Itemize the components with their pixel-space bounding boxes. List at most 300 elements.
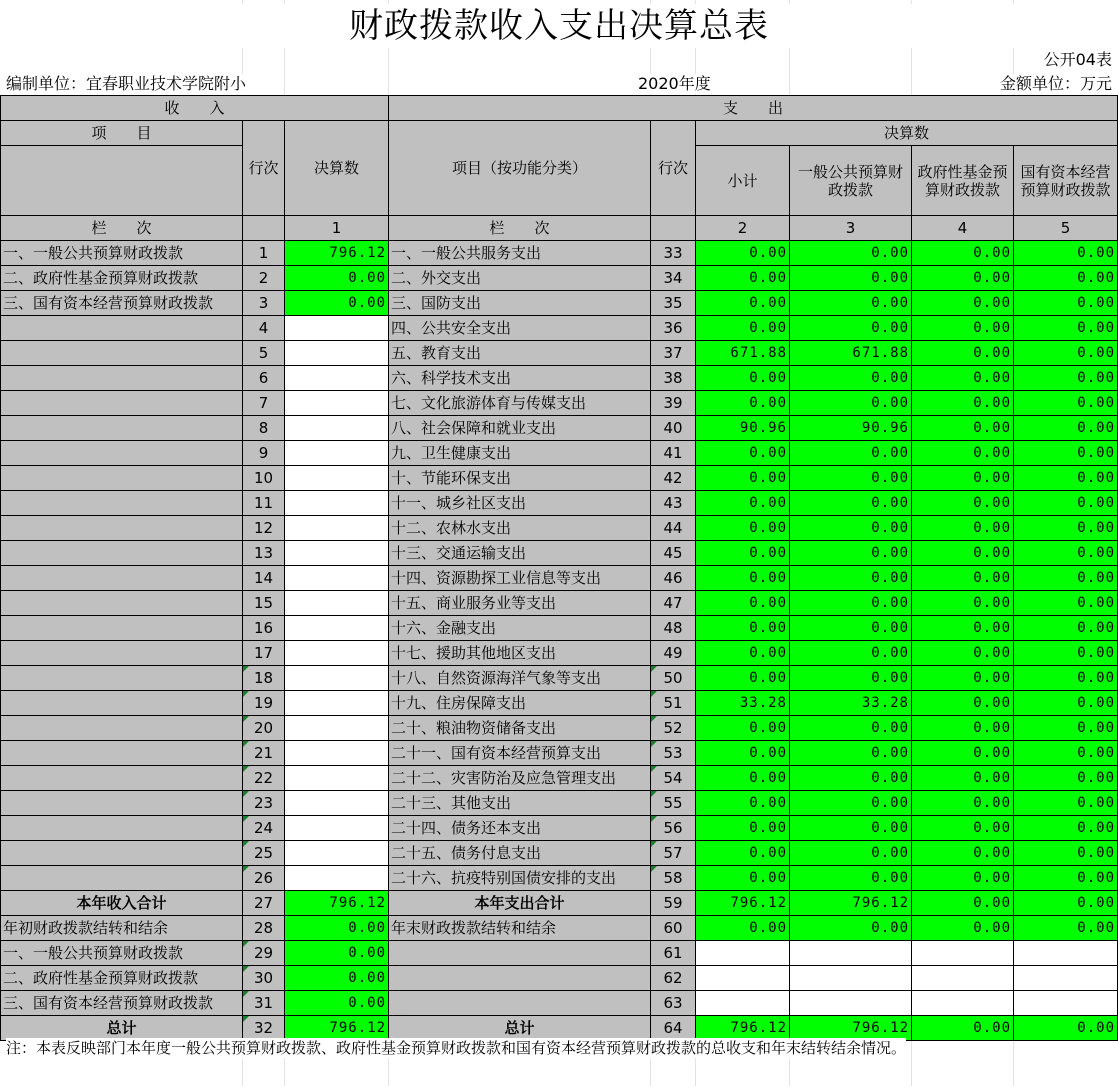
blank-cell[interactable] [1014,941,1118,966]
row-number: 14 [243,566,285,591]
table-row [1,541,1118,566]
expense-subtotal[interactable]: 0.00 [696,366,790,391]
expense-subtotal[interactable]: 0.00 [696,291,790,316]
income-item-label [1,416,243,441]
expense-item-label: 三、国防支出 [389,291,651,316]
expense-gov-fund[interactable]: 0.00 [912,791,1014,816]
expense-subtotal[interactable]: 0.00 [696,866,790,891]
subtotal-header: 小计 [696,146,790,216]
expense-general-budget[interactable]: 0.00 [790,791,912,816]
table-row [1,791,1118,816]
blank-cell[interactable] [696,991,790,1016]
expense-state-capital[interactable]: 0.00 [1014,791,1118,816]
expense-subtotal[interactable]: 0.00 [696,641,790,666]
row-number: 34 [651,266,696,291]
table-row [1,441,1118,466]
expense-item-label: 十五、商业服务业等支出 [389,591,651,616]
expense-gov-fund[interactable]: 0.00 [912,841,1014,866]
income-item-label [1,741,243,766]
expense-state-capital[interactable]: 0.00 [1014,391,1118,416]
carry-out-subtotal[interactable]: 0.00 [696,916,790,941]
sub-row-value[interactable]: 0.00 [285,991,389,1016]
expense-gov-fund[interactable]: 0.00 [912,466,1014,491]
expense-item-label: 二十四、债务还本支出 [389,816,651,841]
col-no-5: 5 [1014,216,1118,241]
row-number: 48 [651,616,696,641]
expense-item-label: 十八、自然资源海洋气象等支出 [389,666,651,691]
blank-cell[interactable] [696,966,790,991]
amount-unit: 金额单位：万元 [999,74,1112,93]
expense-general-budget[interactable]: 0.00 [790,266,912,291]
sub-row-label: 三、国有资本经营预算财政拨款 [1,991,243,1016]
col-no-2: 2 [696,216,790,241]
row-number: 11 [243,491,285,516]
expense-general-budget[interactable]: 0.00 [790,716,912,741]
expense-general-budget[interactable]: 0.00 [790,566,912,591]
row-number: 63 [651,991,696,1016]
blank-cell[interactable] [696,941,790,966]
table-row [1,391,1118,416]
expense-gov-fund[interactable]: 0.00 [912,416,1014,441]
income-item-label [1,841,243,866]
expense-general-budget[interactable]: 671.88 [790,341,912,366]
income-item-label [1,641,243,666]
grand-total-label: 总计 [1,1016,243,1041]
income-item-label [1,366,243,391]
expense-item-label: 二十、粮油物资储备支出 [389,716,651,741]
expense-gov-fund[interactable]: 0.00 [912,541,1014,566]
table-row [1,841,1118,866]
carry-out-gov-fund[interactable]: 0.00 [912,916,1014,941]
fiscal-year: 2020年度 [638,74,711,93]
carry-in-label: 年初财政拨款结转和结余 [1,916,243,941]
grand-expense-label: 总计 [389,1016,651,1041]
expense-gov-fund[interactable]: 0.00 [912,491,1014,516]
row-number: 41 [651,441,696,466]
income-value[interactable] [285,716,389,741]
expense-total-label: 本年支出合计 [389,891,651,916]
expense-state-capital[interactable]: 0.00 [1014,491,1118,516]
income-value[interactable] [285,766,389,791]
blank-label [389,941,651,966]
expense-subtotal[interactable]: 0.00 [696,566,790,591]
expense-gov-fund[interactable]: 0.00 [912,266,1014,291]
column-label-expense: 栏 次 [389,216,651,241]
income-item-label [1,341,243,366]
income-item-label [1,616,243,641]
expense-state-capital[interactable]: 0.00 [1014,841,1118,866]
row-number: 32 [243,1016,285,1041]
expense-item-label: 二十二、灾害防治及应急管理支出 [389,766,651,791]
expense-item-label: 五、教育支出 [389,341,651,366]
income-value[interactable] [285,491,389,516]
expense-general-budget[interactable]: 0.00 [790,541,912,566]
expense-item-label: 六、科学技术支出 [389,366,651,391]
footnote: 注：本表反映部门本年度一般公共预算财政拨款、政府性基金预算财政拨款和国有资本经营预算财政拨款的总收支和年末结转结余情况。 [6,1039,907,1057]
row-number: 16 [243,616,285,641]
expense-subtotal[interactable]: 0.00 [696,491,790,516]
row-number: 27 [243,891,285,916]
expense-item-label: 十四、资源勘探工业信息等支出 [389,566,651,591]
row-number: 8 [243,416,285,441]
income-item-label [1,441,243,466]
income-item-label [1,666,243,691]
expense-state-capital[interactable]: 0.00 [1014,691,1118,716]
expense-subtotal[interactable]: 0.00 [696,541,790,566]
sub-row-value[interactable]: 0.00 [285,966,389,991]
expense-subtotal[interactable]: 671.88 [696,341,790,366]
expense-general-budget[interactable]: 0.00 [790,766,912,791]
row-number: 4 [243,316,285,341]
table-row [1,691,1118,716]
expense-item-label: 十七、援助其他地区支出 [389,641,651,666]
row-number: 58 [651,866,696,891]
expense-state-capital[interactable]: 0.00 [1014,591,1118,616]
table-row [1,816,1118,841]
expense-general-budget[interactable]: 0.00 [790,391,912,416]
column-label: 栏 次 [1,216,243,241]
table-row [1,291,1118,316]
row-number: 57 [651,841,696,866]
expense-gov-fund[interactable]: 0.00 [912,241,1014,266]
income-value[interactable] [285,466,389,491]
expense-gov-fund[interactable]: 0.00 [912,316,1014,341]
expense-state-capital[interactable]: 0.00 [1014,241,1118,266]
table-row [1,316,1118,341]
grand-expense-gov-fund[interactable]: 0.00 [912,1016,1014,1041]
row-no-header: 行次 [243,121,285,216]
row-number: 37 [651,341,696,366]
row-number: 46 [651,566,696,591]
expense-gov-fund[interactable]: 0.00 [912,291,1014,316]
row-number: 13 [243,541,285,566]
table-row [1,741,1118,766]
expense-item-label: 二十三、其他支出 [389,791,651,816]
expense-state-capital[interactable]: 0.00 [1014,541,1118,566]
table-row [1,341,1118,366]
col-no-4: 4 [912,216,1014,241]
income-value[interactable]: 0.00 [285,291,389,316]
function-item-header: 项目（按功能分类） [389,121,651,216]
expense-subtotal[interactable]: 0.00 [696,466,790,491]
table-row [1,866,1118,891]
income-value[interactable] [285,341,389,366]
expense-subtotal[interactable]: 0.00 [696,316,790,341]
income-item-label [1,691,243,716]
row-number: 1 [243,241,285,266]
grand-expense-subtotal[interactable]: 796.12 [696,1016,790,1041]
expense-subtotal[interactable]: 0.00 [696,591,790,616]
row-number: 23 [243,791,285,816]
table-row [1,566,1118,591]
item-header: 项 目 [1,121,243,146]
income-value[interactable] [285,316,389,341]
income-value[interactable] [285,691,389,716]
income-value[interactable] [285,591,389,616]
blank-cell[interactable] [790,991,912,1016]
expense-gov-fund[interactable]: 0.00 [912,741,1014,766]
expense-general-budget[interactable]: 0.00 [790,641,912,666]
expense-general-budget[interactable]: 0.00 [790,291,912,316]
income-value[interactable] [285,641,389,666]
expense-general-budget[interactable]: 0.00 [790,516,912,541]
expense-subtotal[interactable]: 0.00 [696,766,790,791]
form-code: 公开04表 [1043,50,1112,69]
expense-general-budget[interactable]: 0.00 [790,466,912,491]
table-row [1,641,1118,666]
income-value[interactable] [285,791,389,816]
expense-state-capital[interactable]: 0.00 [1014,641,1118,666]
carry-in-value[interactable]: 0.00 [285,916,389,941]
income-value[interactable] [285,566,389,591]
row-number: 39 [651,391,696,416]
expense-item-label: 四、公共安全支出 [389,316,651,341]
state-capital-header: 国有资本经营预算财政拨款 [1014,146,1118,216]
table-row [1,466,1118,491]
income-item-label: 一、一般公共预算财政拨款 [1,241,243,266]
income-value[interactable] [285,516,389,541]
expense-state-capital[interactable]: 0.00 [1014,741,1118,766]
income-value[interactable] [285,741,389,766]
expense-state-capital[interactable]: 0.00 [1014,466,1118,491]
expense-item-label: 十、节能环保支出 [389,466,651,491]
expense-state-capital[interactable]: 0.00 [1014,716,1118,741]
expense-subtotal[interactable]: 0.00 [696,716,790,741]
income-value[interactable] [285,541,389,566]
sub-row-value[interactable]: 0.00 [285,941,389,966]
expense-gov-fund[interactable]: 0.00 [912,441,1014,466]
expense-subtotal[interactable]: 0.00 [696,516,790,541]
income-value[interactable] [285,416,389,441]
expense-general-budget[interactable]: 0.00 [790,491,912,516]
row-number: 62 [651,966,696,991]
col-no-1: 1 [285,216,389,241]
row-number: 24 [243,816,285,841]
row-number: 50 [651,666,696,691]
expense-state-capital[interactable]: 0.00 [1014,666,1118,691]
expense-general-budget[interactable]: 0.00 [790,366,912,391]
expense-general-budget[interactable]: 0.00 [790,591,912,616]
expense-subtotal[interactable]: 0.00 [696,816,790,841]
row-number: 52 [651,716,696,741]
expense-subtotal[interactable]: 90.96 [696,416,790,441]
row-number: 31 [243,991,285,1016]
expense-gov-fund[interactable]: 0.00 [912,516,1014,541]
row-number: 7 [243,391,285,416]
income-item-label [1,316,243,341]
grand-total-value[interactable]: 796.12 [285,1016,389,1041]
blank-cell[interactable] [912,941,1014,966]
expense-gov-fund[interactable]: 0.00 [912,691,1014,716]
income-item-label: 二、政府性基金预算财政拨款 [1,266,243,291]
expense-gov-fund[interactable]: 0.00 [912,366,1014,391]
table-row [1,616,1118,641]
income-item-label: 三、国有资本经营预算财政拨款 [1,291,243,316]
income-item-label [1,866,243,891]
expense-subtotal[interactable]: 0.00 [696,841,790,866]
blank-label [389,991,651,1016]
expense-subtotal[interactable]: 33.28 [696,691,790,716]
expense-state-capital[interactable]: 0.00 [1014,566,1118,591]
grand-expense-general[interactable]: 796.12 [790,1016,912,1041]
expense-state-capital[interactable]: 0.00 [1014,291,1118,316]
row-number: 33 [651,241,696,266]
carry-out-general[interactable]: 0.00 [790,916,912,941]
expense-general-budget[interactable]: 0.00 [790,741,912,766]
income-item-label [1,541,243,566]
income-item-label [1,716,243,741]
expense-subtotal[interactable]: 0.00 [696,266,790,291]
expense-general-budget[interactable]: 0.00 [790,866,912,891]
expense-state-capital[interactable]: 0.00 [1014,416,1118,441]
expense-subtotal[interactable]: 0.00 [696,441,790,466]
expense-general-budget[interactable]: 0.00 [790,616,912,641]
expense-gov-fund[interactable]: 0.00 [912,641,1014,666]
expense-subtotal[interactable]: 0.00 [696,241,790,266]
blank-cell[interactable] [1014,966,1118,991]
expense-general-budget[interactable]: 0.00 [790,816,912,841]
expense-gov-fund[interactable]: 0.00 [912,591,1014,616]
row-number: 22 [243,766,285,791]
expense-total-subtotal[interactable]: 796.12 [696,891,790,916]
income-value[interactable] [285,441,389,466]
blank-cell[interactable] [1014,991,1118,1016]
expense-total-gov-fund[interactable]: 0.00 [912,891,1014,916]
expense-state-capital[interactable]: 0.00 [1014,616,1118,641]
income-value[interactable] [285,366,389,391]
item-header-spacer [1,146,243,216]
expense-general-budget[interactable]: 33.28 [790,691,912,716]
blank-cell[interactable] [790,941,912,966]
income-value[interactable] [285,816,389,841]
expense-state-capital[interactable]: 0.00 [1014,341,1118,366]
row-number: 28 [243,916,285,941]
row-number: 2 [243,266,285,291]
row-number: 38 [651,366,696,391]
row-number: 36 [651,316,696,341]
income-header: 收 入 [1,96,389,121]
expense-subtotal[interactable]: 0.00 [696,616,790,641]
row-number: 18 [243,666,285,691]
row-number: 35 [651,291,696,316]
column-label-blank [243,216,285,241]
income-value[interactable] [285,391,389,416]
table-row [1,366,1118,391]
expense-state-capital[interactable]: 0.00 [1014,866,1118,891]
expense-item-label: 二十五、债务付息支出 [389,841,651,866]
expense-item-label: 八、社会保障和就业支出 [389,416,651,441]
expense-item-label: 九、卫生健康支出 [389,441,651,466]
general-budget-header: 一般公共预算财政拨款 [790,146,912,216]
expense-item-label: 十九、住房保障支出 [389,691,651,716]
grand-expense-state-capital[interactable]: 0.00 [1014,1016,1118,1041]
table-row [1,591,1118,616]
expense-item-label: 七、文化旅游体育与传媒支出 [389,391,651,416]
expense-total-state-capital[interactable]: 0.00 [1014,891,1118,916]
table-row [1,516,1118,541]
expense-subtotal[interactable]: 0.00 [696,666,790,691]
expense-gov-fund[interactable]: 0.00 [912,766,1014,791]
row-number: 56 [651,816,696,841]
expense-state-capital[interactable]: 0.00 [1014,366,1118,391]
expense-total-general[interactable]: 796.12 [790,891,912,916]
row-number: 21 [243,741,285,766]
blank-cell[interactable] [912,966,1014,991]
income-value[interactable] [285,666,389,691]
row-number: 53 [651,741,696,766]
expense-state-capital[interactable]: 0.00 [1014,441,1118,466]
unit-label: 编制单位：宜春职业技术学院附小 [6,74,247,93]
expense-gov-fund[interactable]: 0.00 [912,716,1014,741]
expense-gov-fund[interactable]: 0.00 [912,816,1014,841]
row-number: 51 [651,691,696,716]
expense-state-capital[interactable]: 0.00 [1014,266,1118,291]
row-number: 49 [651,641,696,666]
table-row [1,491,1118,516]
income-value[interactable] [285,841,389,866]
income-item-label [1,591,243,616]
row-number: 20 [243,716,285,741]
expense-subtotal[interactable]: 0.00 [696,741,790,766]
expense-gov-fund[interactable]: 0.00 [912,866,1014,891]
expense-general-budget[interactable]: 0.00 [790,241,912,266]
carry-out-label: 年末财政拨款结转和结余 [389,916,651,941]
expense-gov-fund[interactable]: 0.00 [912,566,1014,591]
expense-item-label: 二十一、国有资本经营预算支出 [389,741,651,766]
expense-state-capital[interactable]: 0.00 [1014,516,1118,541]
blank-cell[interactable] [790,966,912,991]
row-number: 42 [651,466,696,491]
income-total-value[interactable]: 796.12 [285,891,389,916]
expense-subtotal[interactable]: 0.00 [696,391,790,416]
expense-general-budget[interactable]: 0.00 [790,441,912,466]
blank-cell[interactable] [912,991,1014,1016]
expense-item-label: 十三、交通运输支出 [389,541,651,566]
row-number: 44 [651,516,696,541]
expense-item-label: 十一、城乡社区支出 [389,491,651,516]
income-value[interactable]: 796.12 [285,241,389,266]
row-number: 43 [651,491,696,516]
row-number: 54 [651,766,696,791]
expense-gov-fund[interactable]: 0.00 [912,391,1014,416]
income-item-label [1,791,243,816]
expense-state-capital[interactable]: 0.00 [1014,766,1118,791]
income-item-label [1,391,243,416]
expense-gov-fund[interactable]: 0.00 [912,341,1014,366]
row-number: 17 [243,641,285,666]
income-value[interactable] [285,866,389,891]
sub-row-label: 一、一般公共预算财政拨款 [1,941,243,966]
expense-state-capital[interactable]: 0.00 [1014,316,1118,341]
expense-general-budget[interactable]: 90.96 [790,416,912,441]
expense-gov-fund[interactable]: 0.00 [912,666,1014,691]
expense-general-budget[interactable]: 0.00 [790,841,912,866]
row-number: 9 [243,441,285,466]
expense-subtotal[interactable]: 0.00 [696,791,790,816]
expense-general-budget[interactable]: 0.00 [790,316,912,341]
row-number: 64 [651,1016,696,1041]
income-value[interactable] [285,616,389,641]
final-group-header: 决算数 [696,121,1118,146]
carry-out-state-capital[interactable]: 0.00 [1014,916,1118,941]
expense-general-budget[interactable]: 0.00 [790,666,912,691]
gov-fund-header: 政府性基金预算财政拨款 [912,146,1014,216]
expense-state-capital[interactable]: 0.00 [1014,816,1118,841]
table-row [1,266,1118,291]
expense-gov-fund[interactable]: 0.00 [912,616,1014,641]
income-value[interactable]: 0.00 [285,266,389,291]
row-number: 25 [243,841,285,866]
